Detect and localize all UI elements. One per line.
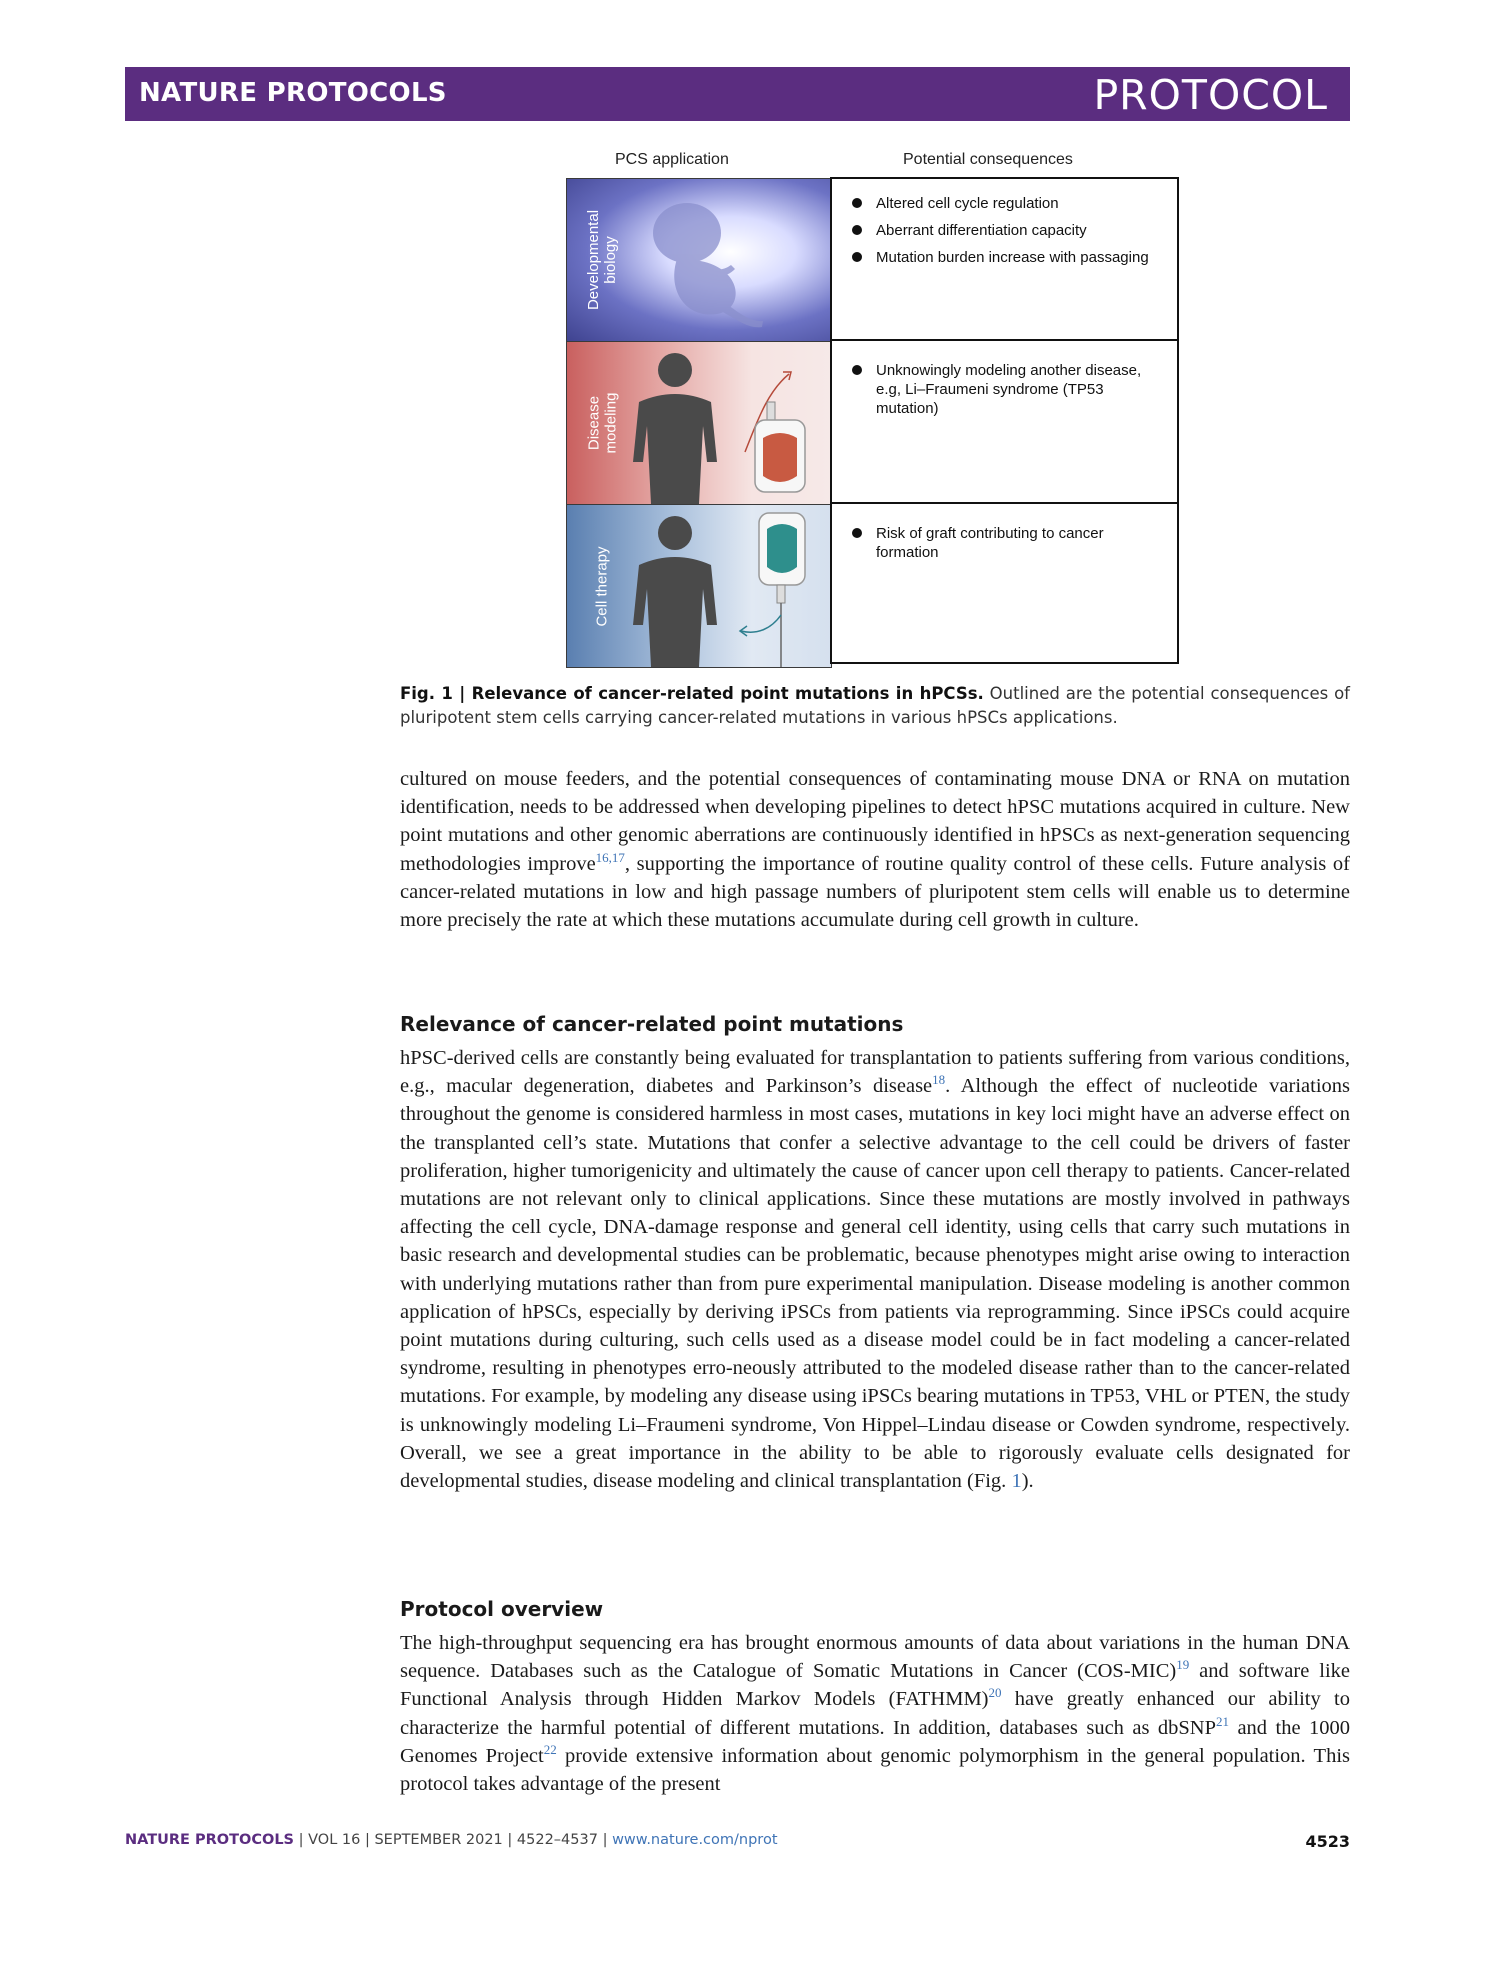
paragraph-text: , supporting the importance of routine quality control of these cells. Future analysis of cancer-related mutations in low and high passage numbers of pluripotent stem cells will enable us to determine more precisely the rate at which these mutations accumulate during cell growth in culture. — [400, 852, 1350, 932]
page-footer — [125, 1832, 1350, 1854]
paragraph-text: provide extensive information about genomic polymorphism in the general population. This protocol takes advantage of the present — [400, 1744, 1350, 1796]
citation-link[interactable]: 18 — [932, 1072, 946, 1088]
citation-link[interactable]: 20 — [988, 1685, 1002, 1701]
article-type: PROTOCOL — [1093, 71, 1328, 119]
panel-disease-modeling — [566, 341, 832, 505]
consequence-item: Mutation burden increase with passaging — [832, 248, 1177, 267]
citation-link[interactable]: 21 — [1216, 1713, 1229, 1729]
footer-separator: | — [294, 1832, 309, 1848]
footer-date: SEPTEMBER 2021 — [374, 1832, 503, 1848]
paragraph-text: and software like Functional Analysis through Hidden Markov Models (FATHMM) — [400, 1660, 1351, 1711]
paragraph-text: . Although the effect of nucleotide variations throughout the genome is considered harmless in most cases, mutations in key loci might have an adverse effect on the transplanted cell’s state. Mutations that confer a selective advantage to the cell could be drivers of faster proliferation, higher tumorigenicity and ultimately the cause of cancer upon cell therapy to patients. Cancer-related mutations are not relevant only to clinical applications. Since these mutations are mostly involved in pathways affecting the cell cycle, DNA-damage response and general cell identity, using cells that carry such mutations in basic research and developmental studies can be problematic, because phenotypes might arise owing to interaction with underlying mutations rather than from pure experimental manipulation. Disease modeling is another common application of hPSCs, especially by deriving iPSCs from patients via reprogramming. Since iPSCs could acquire point mutations during culturing, such cells used as a disease model could be in fact modeling a cancer-related syndrome, resulting in phenotypes erro-neously attributed to the modeled disease rather than to the cancer-related mutations. For example, by modeling any disease using iPSCs bearing mutations in TP53, VHL or PTEN, the study is unknowingly modeling Li–Fraumeni syndrome, Von Hippel–Lindau disease or Cowden syndrome, respectively. Overall, we see a great importance in the ability to be able to rigorously evaluate cells designated for developmental studies, disease modeling and clinical transplantation (Fig. — [400, 1075, 1350, 1493]
citation-link[interactable]: 19 — [1176, 1657, 1190, 1673]
footer-separator: | — [360, 1832, 375, 1848]
footer-journal: NATURE PROTOCOLS — [125, 1832, 295, 1848]
footer-volume: VOL 16 — [308, 1832, 361, 1848]
paragraph-text: ). — [1021, 1470, 1034, 1493]
page-number: 4523 — [1305, 1832, 1350, 1851]
figure-caption-text: Outlined are the potential consequences of pluripotent stem cells carrying cancer-related mutations in various hPSCs applications. — [400, 684, 1350, 727]
panel-label-developmental-biology: Developmental biology — [585, 209, 619, 311]
panel-cell-therapy — [566, 504, 832, 668]
footer-journal-link[interactable]: www.nature.com/nprot — [612, 1832, 778, 1848]
paragraph-text: cultured on mouse feeders, and the potential consequences of contaminating mouse DNA or RNA on mutation identification, needs to be addressed when developing pipelines to detect hPSC mutations acquired in culture. New point mutations and other genomic aberrations are continuously identified in hPSCs as next-generation sequencing methodologies improve — [400, 768, 1350, 875]
section-heading: Relevance of cancer-related point mutations — [400, 1012, 904, 1036]
footer-separator: | — [597, 1832, 613, 1848]
footer-pages: 4522–4537 — [516, 1832, 598, 1848]
journal-name: NATURE PROTOCOLS — [139, 78, 447, 108]
journal-header-bar — [125, 67, 1350, 121]
consequences-disease-modeling — [832, 341, 1177, 504]
body-paragraph — [400, 1044, 1350, 1495]
figure-reference-link[interactable]: 1 — [1011, 1470, 1022, 1493]
figure-col-left-heading: PCS application — [615, 151, 729, 168]
consequence-item: Altered cell cycle regulation — [832, 194, 1177, 213]
paragraph-text: The high-throughput sequencing era has brought enormous amounts of data about variations in the human DNA sequence. Databases such as the Catalogue of Somatic Mutations in Cancer (COS-MIC) — [400, 1632, 1350, 1683]
paragraph-text: hPSC-derived cells are constantly being evaluated for transplantation to patients suffering from various conditions, e.g., macular degeneration, diabetes and Parkinson’s disease — [400, 1047, 1350, 1098]
figure-caption-label: Fig. 1 | Relevance of cancer-related point mutations in hPCSs. — [400, 684, 984, 703]
consequences-developmental-biology — [832, 179, 1177, 341]
consequence-item: Aberrant differentiation capacity — [832, 221, 1177, 240]
figure-caption — [400, 682, 1350, 730]
body-paragraph — [400, 765, 1350, 934]
panel-label-disease-modeling: Disease modeling — [585, 392, 619, 454]
consequence-item: Unknowingly modeling another disease, e.g, Li–Fraumeni syndrome (TP53 mutation) — [832, 361, 1177, 418]
paragraph-text: have greatly enhanced our ability to characterize the harmful potential of different mutations. In addition, databases such as dbSNP — [400, 1688, 1350, 1739]
section-heading: Protocol overview — [400, 1597, 604, 1621]
panel-developmental-biology — [566, 178, 832, 342]
consequences-table — [830, 177, 1179, 664]
citation-link[interactable]: 22 — [543, 1741, 557, 1757]
body-paragraph — [400, 1629, 1350, 1798]
panel-label-cell-therapy: Cell therapy — [593, 545, 611, 627]
footer-separator: | — [502, 1832, 517, 1848]
figure-col-right-heading: Potential consequences — [903, 151, 1073, 168]
citation-link[interactable]: 16,17 — [595, 849, 625, 865]
consequences-cell-therapy — [832, 504, 1177, 664]
consequence-item: Risk of graft contributing to cancer formation — [832, 524, 1177, 562]
paragraph-text: and the 1000 Genomes Project — [400, 1716, 1350, 1767]
